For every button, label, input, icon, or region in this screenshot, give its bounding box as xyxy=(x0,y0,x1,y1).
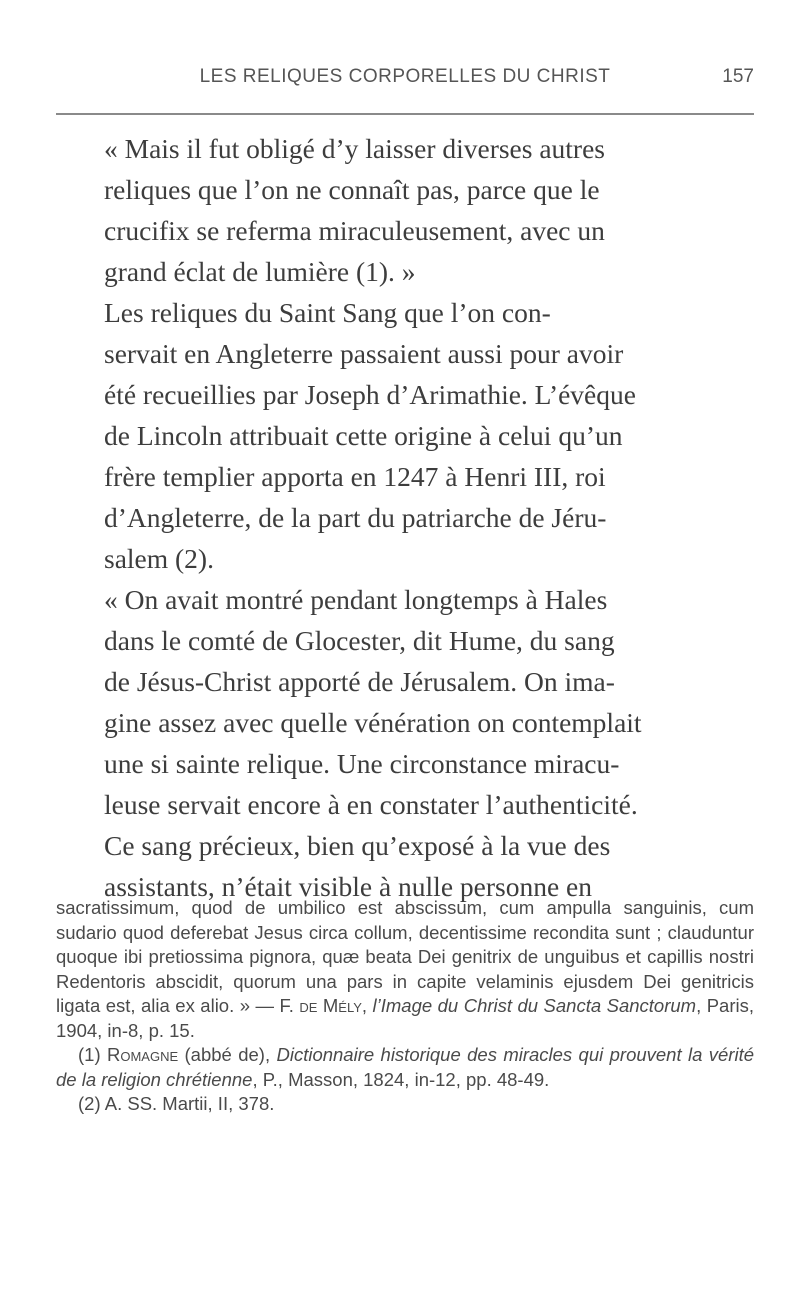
paragraph-1 xyxy=(56,128,754,292)
text-line: une si sainte relique. Une circonstance miracu- xyxy=(104,748,620,779)
text-line: été recueillies par Joseph d’Arimathie. L’évêque xyxy=(104,379,636,410)
running-head xyxy=(56,66,754,92)
footnote-text: , Paris, 1904, in-8, p. 15. xyxy=(56,995,755,1041)
text-line: Ce sang précieux, bien qu’exposé à la vue des xyxy=(104,830,611,861)
text-line: de Jésus-Christ apporté de Jérusalem. On ima- xyxy=(104,666,615,697)
main-text xyxy=(56,128,754,907)
footnote-author: de Mély xyxy=(299,995,362,1016)
footnote-text: , xyxy=(361,995,373,1016)
footnote-text: , P., Masson, 1824, in-12, pp. 48-49. xyxy=(252,1068,550,1090)
footnote-text: (2) A. SS. Martii, II, 378. xyxy=(78,1093,275,1114)
text-line: salem (2). xyxy=(104,543,214,574)
paragraph-2 xyxy=(56,292,754,579)
footnote-mark: (1) xyxy=(78,1044,107,1065)
footnote-text: sacratissimum, quod de umbilico est abscissum, cum ampulla sanguinis, cum sudario quod deferebat Jesus circa collum, decentissime recondita sunt ; clauduntur quoque ibi pretiossima pignora, quæ beata Dei genitrix de unguibus et capillis nostri Redentoris abscidit, quorum una pars in capite velaminis ejusdem Dei genitricis ligata est, alia ex alio. » — F. xyxy=(56,897,754,1016)
text-line: assistants, n’était visible à nulle personne en xyxy=(104,871,593,902)
text-line: grand éclat de lumière (1). » xyxy=(104,256,416,287)
footnotes xyxy=(56,896,754,1117)
text-line: leuse servait encore à en constater l’authenticité. xyxy=(104,789,638,820)
footnote-2 xyxy=(56,1092,754,1117)
page-number: 157 xyxy=(722,66,754,87)
running-title: LES RELIQUES CORPORELLES DU CHRIST xyxy=(199,66,611,87)
header-rule xyxy=(56,113,754,115)
text-line: « Mais il fut obligé d’y laisser diverses autres xyxy=(104,133,606,164)
text-line: de Lincoln attribuait cette origine à celui qu’un xyxy=(104,420,623,451)
footnote-title: Dictionnaire historique des miracles qui prouvent la vérité de la religion chrétienne xyxy=(56,1044,754,1090)
text-line: reliques que l’on ne connaît pas, parce que le xyxy=(104,174,600,205)
footnote-author: Romagne xyxy=(106,1044,179,1065)
footnote-text: (abbé de), xyxy=(178,1044,277,1065)
text-line: Les reliques du Saint Sang que l’on con- xyxy=(104,297,551,328)
text-line: d’Angleterre, de la part du patriarche de Jéru- xyxy=(104,502,607,533)
text-line: servait en Angleterre passaient aussi pour avoir xyxy=(104,338,624,369)
footnote-1 xyxy=(56,1043,754,1092)
text-line: frère templier apporta en 1247 à Henri III, roi xyxy=(104,461,606,492)
text-line: gine assez avec quelle vénération on contemplait xyxy=(104,707,642,738)
text-line: dans le comté de Glocester, dit Hume, du sang xyxy=(104,625,615,656)
footnote-title: l’Image du Christ du Sancta Sanctorum xyxy=(372,995,697,1016)
paragraph-3 xyxy=(56,579,754,907)
text-line: « On avait montré pendant longtemps à Hales xyxy=(104,584,608,615)
text-line: crucifix se referma miraculeusement, avec un xyxy=(104,215,605,246)
footnote-continuation xyxy=(56,896,754,1043)
